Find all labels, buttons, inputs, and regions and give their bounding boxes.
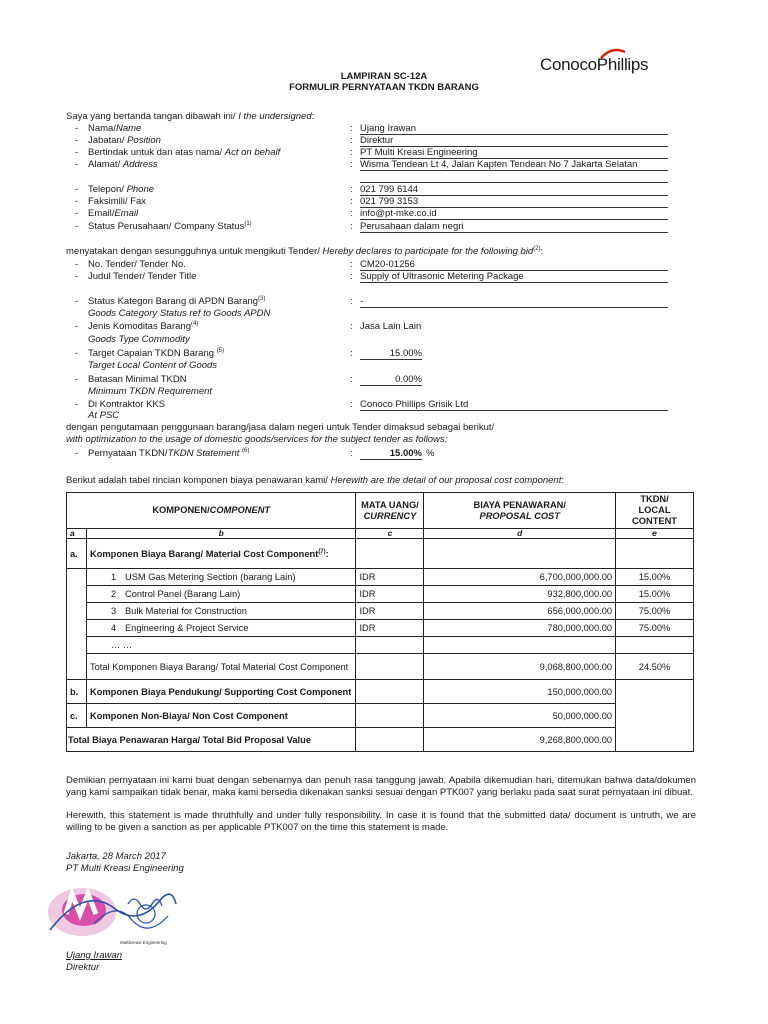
- identity-row: - Alamat/ Address : Wisma Tendean Lt 4, Jalan Kapten Tendean No 7 Jakarta Selatan: [0, 159, 768, 171]
- total-material-row: Total Komponen Biaya Barang/ Total Material Cost Component 9,068,800,000.00 24.50%: [67, 654, 694, 680]
- identity-row: - Bertindak untuk dan atas nama/ Act on behalf : PT Multi Kreasi Engineering: [0, 147, 768, 159]
- section-b-row: b. Komponen Biaya Pendukung/ Supporting Cost Component 150,000,000.00: [67, 680, 694, 704]
- psc-value: Conoco Phillips Grisik Ltd: [360, 399, 668, 411]
- identity-row: - Nama/Name : Ujang Irawan: [0, 123, 768, 135]
- svg-text:Multikreasi Engineering: Multikreasi Engineering: [120, 940, 167, 945]
- header-currency: MATA UANG/ CURRENCY: [356, 493, 424, 529]
- identity-value: Perusahaan dalam negri: [360, 221, 668, 233]
- min-tkdn-row: - Batasan Minimal TKDN : 0.00%: [75, 374, 422, 385]
- target-tkdn-value: 15.00%: [360, 348, 422, 360]
- header-tkdn: TKDN/ LOCAL CONTENT: [616, 493, 694, 529]
- tender-title-row: - Judul Tender/ Tender Title : Supply of Ultrasonic Metering Package: [0, 271, 768, 283]
- target-tkdn-row: - Target Capaian TKDN Barang $^{(5)}$ : 15.00%: [75, 347, 422, 359]
- commodity-row: - Jenis Komoditas Barang$^{(4)}$ : Jasa Lain Lain: [0, 321, 768, 333]
- conocophillips-swoosh-icon: [600, 48, 626, 60]
- table-row: 2 Control Panel (Barang Lain) IDR 932,800,000.00 15.00%: [67, 586, 694, 603]
- identity-row: [0, 171, 768, 183]
- total-bid-row: Total Biaya Penawaran Harga/ Total Bid Proposal Value 9,268,800,000.00: [67, 728, 694, 752]
- place-date: Jakarta, 28 March 2017: [66, 851, 166, 862]
- company-stamp-signature: [44, 880, 184, 953]
- tkdn-statement-row: - Pernyataan TKDN/TKDN Statement $^{(6)}$ : 15.00% %: [75, 447, 435, 459]
- psc-label-en: At PSC: [88, 410, 120, 421]
- tender-title-value: Supply of Ultrasonic Metering Package: [360, 271, 668, 283]
- psc-row: - Di Kontraktor KKS : Conoco Phillips Grisik Ltd: [0, 399, 768, 411]
- commodity-value: Jasa Lain Lain: [360, 321, 422, 332]
- tkdn-statement-value: 15.00%: [360, 448, 422, 460]
- goods-category-label-en: Goods Category Status ref to Goods APDN: [88, 308, 271, 319]
- tkdn-statement-unit: %: [426, 448, 435, 459]
- identity-row: - Status Perusahaan/ Company Status$^{(1)}$ : Perusahaan dalam negri: [0, 221, 768, 233]
- table-row: 1 USM Gas Metering Section (barang Lain) IDR 6,700,000,000.00 15.00%: [67, 569, 694, 586]
- signer-company: PT Multi Kreasi Engineering: [66, 863, 184, 874]
- closing-paragraph-id: Demikian pernyataan ini kami buat dengan sebenarnya dan penuh rasa tanggung jawab. Apabila dikemudian hari, ditemukan bahwa data/dokumen yang kami sampaikan tidak benar, maka kami bersedia dikenakan sanksi sesuai dengan PTK007 yang berlaku pada saat surat pernyataan ini dibuat.: [66, 775, 696, 798]
- identity-value: Ujang Irawan: [360, 123, 668, 135]
- tender-no-value: CM20-01256: [360, 259, 668, 271]
- signer-title: Direktur: [66, 962, 100, 973]
- min-tkdn-label-en: Minimum TKDN Requirement: [88, 386, 213, 397]
- section-c-row: c. Komponen Non-Biaya/ Non Cost Component 50,000,000.00: [67, 704, 694, 728]
- optimization-line-1: dengan pengutamaan penggunaan barang/jasa dalam negeri untuk Tender dimaksud sebagai berikut/: [66, 422, 495, 433]
- table-row: 4 Engineering & Project Service IDR 780,000,000.00 75.00%: [67, 620, 694, 637]
- identity-value: Wisma Tendean Lt 4, Jalan Kapten Tendean No 7 Jakarta Selatan: [360, 159, 668, 171]
- form-title: FORMULIR PERNYATAAN TKDN BARANG: [289, 82, 479, 93]
- ellipsis-row: … …: [67, 637, 694, 654]
- identity-value: info@pt-mke.co.id: [360, 208, 668, 220]
- table-row: 3 Bulk Material for Construction IDR 656,000,000.00 75.00%: [67, 603, 694, 620]
- table-intro: Berikut adalah tabel rincian komponen biaya penawaran kami/ Herewith are the detail of our proposal cost component:: [66, 475, 564, 486]
- identity-value: PT Multi Kreasi Engineering: [360, 147, 668, 159]
- min-tkdn-value: 0.00%: [360, 374, 422, 386]
- goods-category-row: - Status Kategori Barang di APDN Barang$^{(3)}$ : -: [0, 296, 768, 308]
- target-tkdn-label-en: Target Local Content of Goods: [88, 360, 218, 371]
- header-cost: BIAYA PENAWARAN/ PROPOSAL COST: [424, 493, 616, 529]
- goods-category-value: -: [360, 296, 668, 308]
- identity-row: - Faksimili/ Fax : 021 799 3153: [0, 196, 768, 208]
- table-header-row: [67, 493, 694, 529]
- declare-text: menyatakan dengan sesungguhnya untuk mengikuti Tender/ Hereby declares to participate for the following bid$^{(2)}$:: [66, 245, 544, 257]
- identity-row: - Telepon/ Phone : 021 799 6144: [0, 184, 768, 196]
- cost-component-table: [66, 492, 694, 752]
- section-a-row: a. Komponen Biaya Barang/ Material Cost Component$^{(7)}$:: [67, 539, 694, 569]
- intro-text: Saya yang bertanda tangan dibawah ini/ I the undersigned:: [66, 111, 315, 122]
- conocophillips-logo: ConocoPhillips: [540, 55, 649, 74]
- identity-row: - Jabatan/ Position : Direktur: [0, 135, 768, 147]
- form-code: LAMPIRAN SC-12A: [340, 71, 428, 82]
- identity-value: Direktur: [360, 135, 668, 147]
- commodity-label-en: Goods Type Commodity: [88, 334, 190, 345]
- identity-row: - Email/Email : info@pt-mke.co.id: [0, 208, 768, 220]
- closing-paragraph-en: Herewith, this statement is made thruthfully and under fully responsibility. In case it is found that the submitted data/ document is untruth, we are willing to be given a sanction as per applicable PTK007 on the time this statement is made.: [66, 810, 696, 833]
- header-component: KOMPONEN/COMPONENT: [67, 493, 356, 529]
- identity-value: 021 799 3153: [360, 196, 668, 208]
- column-letter-row: a b c d e: [67, 529, 694, 539]
- identity-value: [360, 171, 668, 183]
- optimization-line-2: with optimization to the usage of domestic goods/services for the subject tender as follows:: [66, 434, 448, 445]
- signer-name: Ujang Irawan: [66, 950, 122, 961]
- identity-value: 021 799 6144: [360, 184, 668, 196]
- tender-no-row: - No. Tender/ Tender No. : CM20-01256: [0, 259, 768, 271]
